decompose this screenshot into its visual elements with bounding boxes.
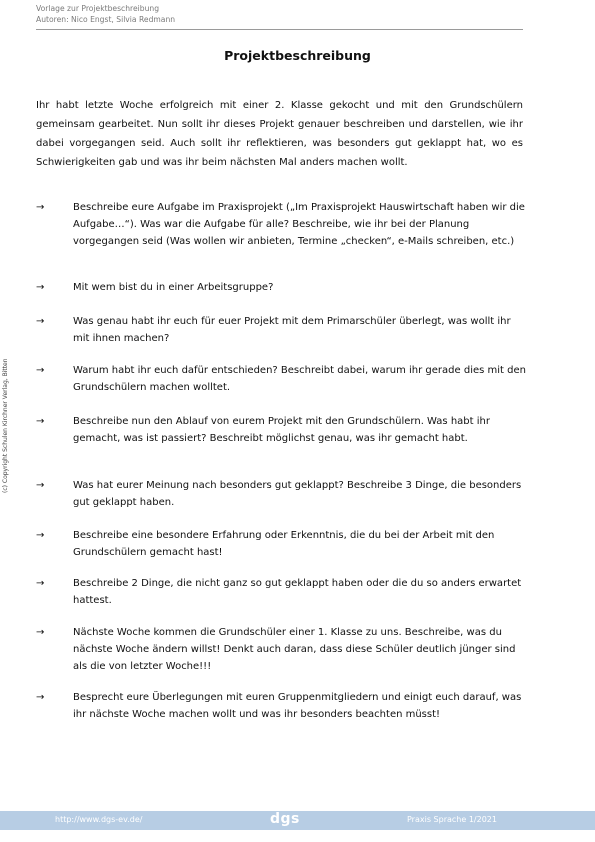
task-item [36, 575, 526, 609]
task-text: Was genau habt ihr euch für euer Projekt mit dem Primarschüler überlegt, was wollt ihr mit ihnen machen? [73, 316, 511, 344]
task-item [36, 413, 526, 447]
arrow-icon: → [36, 692, 45, 703]
template-title: Vorlage zur Projektbeschreibung [36, 4, 160, 13]
task-text: Besprecht eure Überlegungen mit euren Gruppenmitgliedern und einigt euch darauf, was ihr nächste Woche machen wollt und was ihr besonders beachten müsst! [73, 692, 522, 720]
task-item [36, 624, 526, 675]
task-item [36, 477, 526, 511]
page-footer [0, 811, 595, 830]
task-item [36, 689, 526, 723]
arrow-icon: → [36, 480, 45, 491]
copyright-note: (c) Copyright Schulen Kirchner Verlag, Bitten [2, 358, 9, 493]
task-text: Warum habt ihr euch dafür entschieden? Beschreibt dabei, warum ihr gerade dies mit den Grundschülern machen wolltet. [73, 365, 526, 393]
page-title: Projektbeschreibung [224, 48, 371, 63]
dgs-logo: dgs [270, 811, 300, 827]
task-text: Beschreibe 2 Dinge, die nicht ganz so gut geklappt haben oder die du so anders erwartet hattest. [73, 578, 522, 606]
intro-paragraph: Ihr habt letzte Woche erfolgreich mit einer 2. Klasse gekocht und mit den Grundschülern gemeinsam gearbeitet. Nun sollt ihr dieses Projekt genauer beschreiben und darstellen, wie ihr dabei vorgegangen seid. Auch sollt ihr reflektieren, was besonders gut geklappt hat, wo es Schwierigkeiten gab und was ihr beim nächsten Mal anders machen wollt. [36, 100, 523, 168]
task-text: Beschreibe nun den Ablauf von eurem Projekt mit den Grundschülern. Was habt ihr gemacht, was ist passiert? Beschreibt möglichst genau, was ihr gemacht habt. [73, 416, 490, 444]
footer-url[interactable]: http://www.dgs-ev.de/ [55, 815, 143, 824]
task-text: Beschreibe eure Aufgabe im Praxisprojekt („Im Praxisprojekt Hauswirtschaft haben wir die Aufgabe…“). Was war die Aufgabe für alle? Beschreibe, wie ihr bei der Planung vorgegangen seid (Was wollen wir anbieten, Termine „checken“, e-Mails schreiben, etc.) [73, 202, 525, 247]
arrow-icon: → [36, 416, 45, 427]
footer-issue: Praxis Sprache 1/2021 [407, 815, 497, 824]
header-divider [36, 29, 523, 30]
arrow-icon: → [36, 530, 45, 541]
document-meta [36, 4, 175, 25]
task-item [36, 362, 526, 396]
arrow-icon: → [36, 282, 45, 293]
arrow-icon: → [36, 316, 45, 327]
task-text: Was hat eurer Meinung nach besonders gut geklappt? Beschreibe 3 Dinge, die besonders gut geklappt haben. [73, 480, 522, 508]
arrow-icon: → [36, 365, 45, 376]
authors-line: Autoren: Nico Engst, Silvia Redmann [36, 14, 176, 24]
task-item [36, 199, 526, 250]
task-item [36, 279, 526, 296]
task-text: Nächste Woche kommen die Grundschüler einer 1. Klasse zu uns. Beschreibe, was du nächste Woche ändern willst! Denkt auch daran, dass diese Schüler deutlich jünger sind als die von letzter Woche!!! [73, 627, 516, 672]
arrow-icon: → [36, 627, 45, 638]
arrow-icon: → [36, 578, 45, 589]
task-text: Mit wem bist du in einer Arbeitsgruppe? [73, 282, 274, 293]
task-text: Beschreibe eine besondere Erfahrung oder Erkenntnis, die du bei der Arbeit mit den Grundschülern gemacht hast! [73, 530, 495, 558]
task-item [36, 313, 526, 347]
arrow-icon: → [36, 202, 45, 213]
task-item [36, 527, 526, 561]
